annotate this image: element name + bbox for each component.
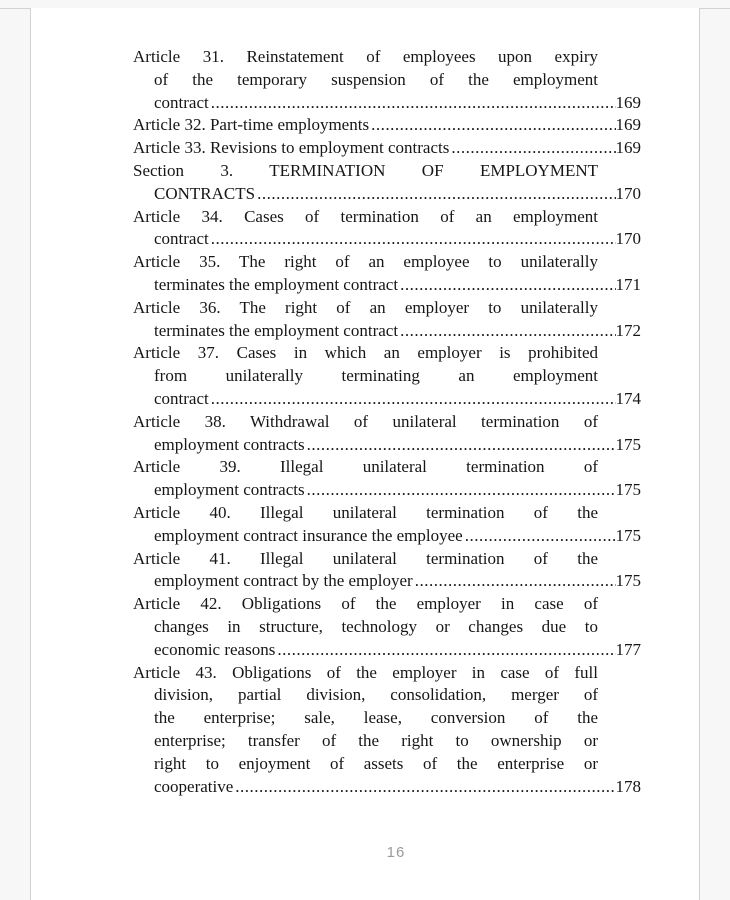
dot-leader: [211, 228, 616, 251]
dot-leader: [307, 479, 616, 502]
toc-entry: [133, 593, 641, 661]
toc-entry-line: Article 31. Reinstatement of employees upon expiry: [133, 47, 598, 66]
toc-entry-text: cooperative: [154, 776, 234, 796]
toc-list: [133, 46, 641, 798]
toc-entry-last-line: [133, 639, 641, 662]
toc-entry: [133, 502, 641, 548]
toc-page-number: 172: [615, 320, 641, 340]
toc-page-number: 170: [615, 183, 641, 203]
toc-entry-line: right to enjoyment of assets of the enterprise or: [154, 753, 598, 773]
document-page: [30, 8, 700, 900]
toc-entry-text: Article 33. Revisions to employment contracts: [133, 138, 450, 158]
toc-entry-line: enterprise; transfer of the right to ownership or: [154, 730, 598, 750]
toc-page-number: 169: [615, 115, 641, 135]
toc-entry-last-line: [133, 570, 641, 593]
toc-entry-line: Article 40. Illegal unilateral termination of the: [133, 502, 598, 522]
toc-entry-text: employment contracts: [154, 480, 305, 500]
toc-entry: [133, 456, 641, 502]
toc-entry: [133, 342, 641, 410]
toc-entry-last-line: [133, 434, 641, 457]
toc-entry-text: employment contracts: [154, 434, 305, 454]
toc-entry-line: Article 36. The right of an employer to unilaterally: [133, 297, 598, 317]
toc-entry-last-line: [133, 228, 641, 251]
toc-entry-last-line: [133, 114, 641, 137]
toc-entry: [133, 206, 641, 252]
toc-entry-text: economic reasons: [154, 639, 276, 659]
toc-entry: [133, 114, 641, 137]
toc-entry-line: Article 42. Obligations of the employer in case of: [133, 594, 598, 614]
toc-entry: [133, 46, 641, 114]
toc-entry-last-line: [133, 92, 641, 115]
dot-leader: [465, 525, 616, 548]
dot-leader: [211, 388, 616, 411]
toc-entry-line: changes in structure, technology or changes due to: [154, 616, 598, 636]
toc-entry: [133, 297, 641, 343]
dot-leader: [211, 92, 616, 115]
toc-page-number: 170: [615, 229, 641, 249]
toc-entry: [133, 160, 641, 206]
toc-entry-last-line: [133, 183, 641, 206]
toc-entry-last-line: [133, 776, 641, 799]
toc-entry-text: Article 32. Part-time employments: [133, 115, 370, 135]
toc-entry-text: terminates the employment contract: [154, 320, 399, 340]
toc-page-number: 169: [615, 92, 641, 112]
toc-entry: [133, 137, 641, 160]
toc-entry: [133, 251, 641, 297]
toc-entry-line: division, partial division, consolidation, merger of: [154, 685, 598, 705]
toc-entry-line: Article 37. Cases in which an employer is prohibited: [133, 343, 598, 363]
toc-entry-last-line: [133, 479, 641, 502]
toc-entry-last-line: [133, 274, 641, 297]
dot-leader: [451, 137, 615, 160]
dot-leader: [307, 434, 616, 457]
footer-page-number: 16: [386, 844, 406, 861]
toc-entry-text: contract: [154, 388, 209, 408]
toc-entry-line: Article 35. The right of an employee to unilaterally: [133, 252, 598, 272]
dot-leader: [400, 274, 615, 297]
dot-leader: [371, 114, 615, 137]
toc-entry-line: Article 34. Cases of termination of an employment: [133, 206, 598, 226]
toc-entry: [133, 548, 641, 594]
toc-entry-text: contract: [154, 229, 209, 249]
dot-leader: [257, 183, 615, 206]
toc-entry-line: Section 3. TERMINATION OF EMPLOYMENT: [133, 160, 598, 180]
toc-page-number: 169: [615, 138, 641, 158]
toc-page-number: 177: [615, 639, 641, 659]
toc-page-number: 174: [615, 388, 641, 408]
dot-leader: [235, 776, 615, 799]
toc-entry-last-line: [133, 137, 641, 160]
toc-entry-line: from unilaterally terminating an employment: [154, 366, 598, 386]
toc-entry-text: contract: [154, 92, 209, 112]
toc-page-number: 171: [615, 274, 641, 294]
toc-entry: [133, 411, 641, 457]
toc-entry: [133, 662, 641, 799]
toc-entry-line: of the temporary suspension of the employment: [154, 69, 598, 89]
toc-entry-line: Article 39. Illegal unilateral termination of: [133, 457, 598, 477]
dot-leader: [400, 320, 615, 343]
dot-leader: [277, 639, 615, 662]
toc-entry-last-line: [133, 388, 641, 411]
toc-entry-line: Article 43. Obligations of the employer in case of full: [133, 662, 598, 682]
toc-entry-last-line: [133, 525, 641, 548]
toc-page-number: 175: [615, 525, 641, 545]
toc-entry-line: the enterprise; sale, lease, conversion of the: [154, 708, 598, 728]
toc-entry-last-line: [133, 320, 641, 343]
toc-entry-text: CONTRACTS: [154, 183, 256, 203]
toc-entry-text: employment contract insurance the employee: [154, 525, 463, 545]
toc-entry-text: terminates the employment contract: [154, 274, 399, 294]
toc-entry-line: Article 41. Illegal unilateral termination of the: [133, 548, 598, 568]
toc-entry-line: Article 38. Withdrawal of unilateral termination of: [133, 411, 598, 431]
dot-leader: [415, 570, 616, 593]
toc-entry-text: employment contract by the employer: [154, 571, 413, 591]
toc-page-number: 178: [615, 776, 641, 796]
toc-page-number: 175: [615, 434, 641, 454]
toc-page-number: 175: [615, 480, 641, 500]
toc-page-number: 175: [615, 571, 641, 591]
